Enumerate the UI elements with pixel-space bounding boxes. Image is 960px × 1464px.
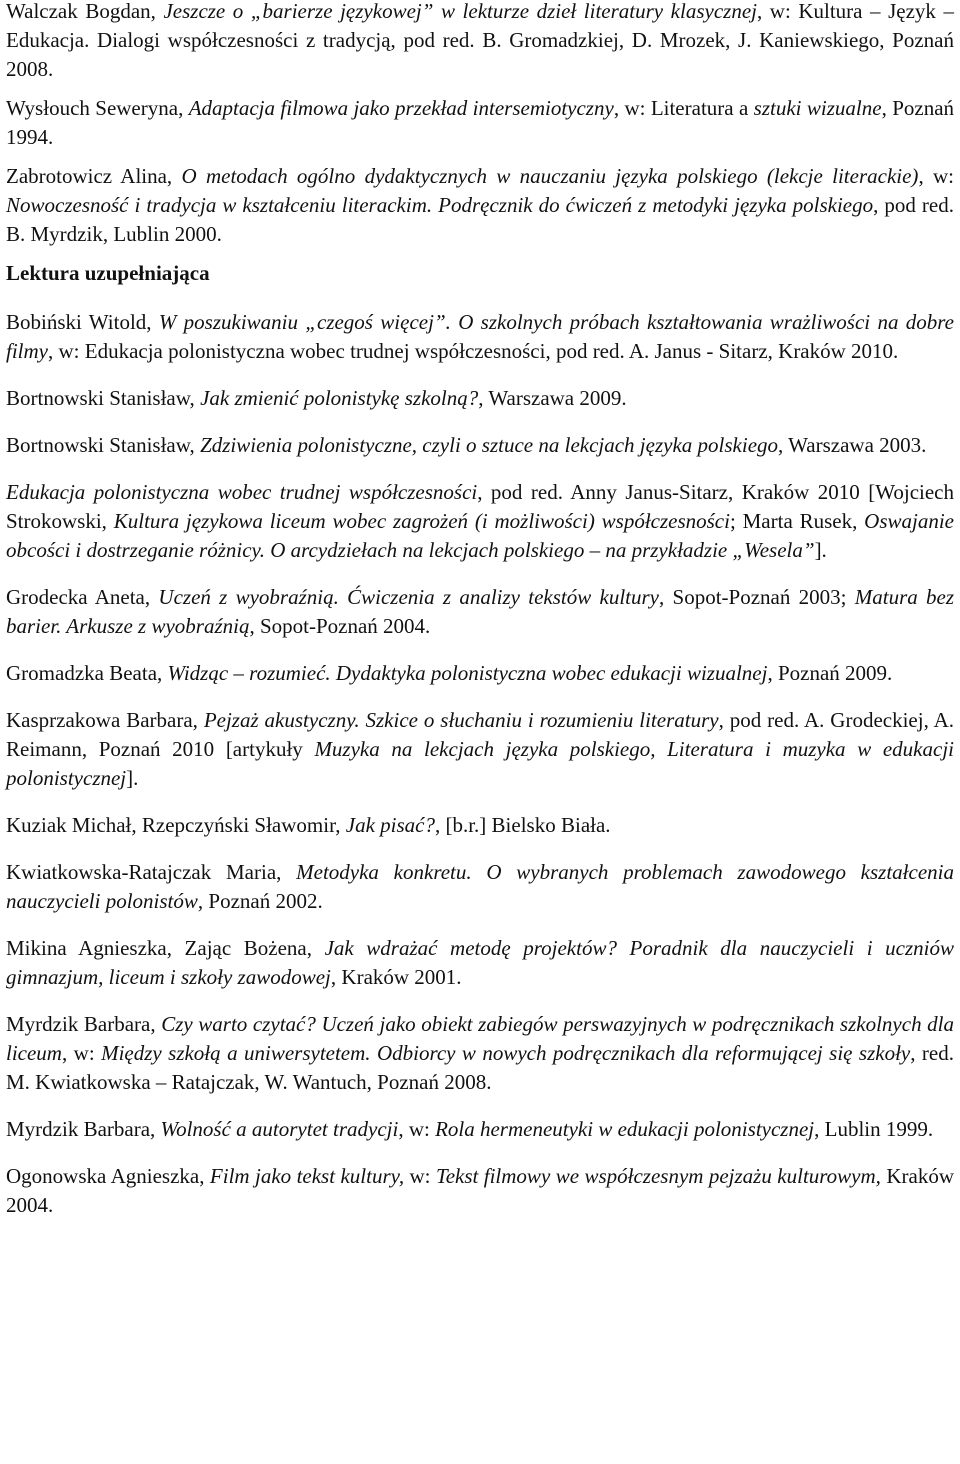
bibliography-entry-wyslouch [6,94,954,152]
entry-text: Bortnowski Stanisław, [6,386,201,410]
entry-text: , Poznań 2002. [197,889,323,913]
bibliography-entry-bobinski [6,308,954,366]
entry-text: Kuziak Michał, Rzepczyński Sławomir, [6,813,346,837]
entry-text: Gromadzka Beata, [6,661,168,685]
bibliography-entry-walczak [6,0,954,84]
entry-text: Grodecka Aneta, [6,585,159,609]
entry-text: Myrdzik Barbara, [6,1117,161,1141]
italic-title: Film jako tekst kultury, [209,1164,405,1188]
bibliography-list [6,0,954,249]
entry-text: Walczak Bogdan, [6,0,164,23]
bibliography-entry-kasprzakowa [6,706,954,793]
entry-text: , pod red. A. Grodeckiej, A. Reimann, Poznań 2010 [artykuły [6,708,954,761]
italic-title: Czy warto czytać? Uczeń jako obiekt zabiegów perswazyjnych w podręcznikach szkolnych dla liceum [6,1012,954,1065]
italic-title: Widząc – rozumieć. Dydaktyka polonistyczna wobec edukacji wizualnej [167,661,768,685]
entry-text: , Sopot-Poznań 2004. [249,614,431,638]
entry-text: Kraków 2004. [6,1164,954,1217]
entry-text: ]. [126,766,139,790]
italic-title: Pejzaż akustyczny. Szkice o słuchaniu i rozumieniu literatury [203,708,719,732]
italic-title: Tekst filmowy we współczesnym pejzażu kulturowym, [435,1164,881,1188]
italic-title: Edukacja polonistyczna wobec trudnej współczesności [6,480,478,504]
italic-title: Kultura językowa liceum wobec zagrożeń (i możliwości) współczesności [113,509,730,533]
italic-title: Muzyka na lekcjach języka polskiego, Literatura i muzyka w edukacji polonistycznej [6,737,954,790]
italic-title: sztuki wizualne [753,96,882,120]
italic-title: W poszukiwaniu „czegoś więcej”. O szkolnych próbach kształtowania wrażliwości na dobre filmy [6,310,954,363]
entry-text: ]. [814,538,827,562]
entry-text: Bobiński Witold, [6,310,159,334]
bibliography-entry-ogonowska [6,1162,954,1220]
entry-text: , pod red. Anny Janus-Sitarz, Kraków 2010 [Wojciech Strokowski, [6,480,954,533]
entry-text: , Poznań 1994. [6,96,955,149]
entry-text: Kasprzakowa Barbara, [6,708,204,732]
entry-text: , Warszawa 2003. [778,433,927,457]
italic-title: Jak pisać? [345,813,435,837]
entry-text: , pod red. B. Myrdzik, Lublin 2000. [6,193,954,246]
entry-text: , w: Edukacja polonistyczna wobec trudnej współczesności, pod red. A. Janus - Sitarz, Kraków 2010. [48,339,899,363]
bibliography-entry-grodecka [6,583,954,641]
entry-text: Myrdzik Barbara, [6,1012,162,1036]
entry-text: Bortnowski Stanisław, [6,433,201,457]
bibliography-entry-gromadzka [6,659,954,688]
entry-text: , w: Literatura a [613,96,754,120]
bibliography-entry-myrdzik1 [6,1010,954,1097]
italic-title: Wolność a autorytet tradycji [160,1117,399,1141]
italic-title: Adaptacja filmowa jako przekład intersemiotyczny [188,96,614,120]
entry-text: , w: [398,1117,436,1141]
entry-text: , Lublin 1999. [814,1117,934,1141]
supplementary-reading-list [6,308,954,1220]
italic-title: Nowoczesność i tradycja w kształceniu literackim. Podręcznik do ćwiczeń z metodyki języka polskiego [6,193,874,217]
entry-text: ; Marta Rusek, [729,509,865,533]
entry-text: , Sopot-Poznań 2003; [659,585,855,609]
entry-text: Mikina Agnieszka, Zając Bożena, [6,936,325,960]
italic-title: Metodyka konkretu. O wybranych problemach zawodowego kształcenia nauczycieli polonistów [6,860,954,913]
entry-text: Kwiatkowska-Ratajczak Maria, [6,860,297,884]
bibliography-entry-bortnowski1 [6,384,954,413]
italic-title: Zdziwienia polonistyczne, czyli o sztuce na lekcjach języka polskiego [200,433,779,457]
bibliography-entry-kwiatkowska [6,858,954,916]
document-page [6,0,954,1238]
entry-text: Ogonowska Agnieszka, [6,1164,210,1188]
entry-text: , w: Kultura – Język – Edukacja. Dialogi współczesności z tradycją, pod red. B. Gromadzkiej, D. Mrozek, J. Kaniewskiego, Poznań 2008. [6,0,954,81]
entry-text: , w: [918,164,955,188]
bibliography-entry-kuziak [6,811,954,840]
italic-title: Rola hermeneutyki w edukacji polonistycznej [435,1117,815,1141]
entry-text: , Kraków 2001. [330,965,462,989]
bibliography-entry-edukacja [6,478,954,565]
entry-text: , Warszawa 2009. [478,386,627,410]
entry-text: , red. M. Kwiatkowska – Ratajczak, W. Wantuch, Poznań 2008. [6,1041,954,1094]
entry-text: Zabrotowicz Alina, [6,164,182,188]
italic-title: Oswajanie obcości i dostrzeganie różnicy. O arcydziełach na lekcjach polskiego – na przykładzie „Wesela” [6,509,954,562]
italic-title: Jeszcze o „barierze językowej” w lekturze dzieł literatury klasycznej [163,0,757,23]
entry-text: Wysłouch Seweryna, [6,96,189,120]
bibliography-entry-mikina [6,934,954,992]
italic-title: Jak wdrażać metodę projektów? Poradnik dla nauczycieli i uczniów gimnazjum, liceum i szkoły zawodowej [6,936,954,989]
bibliography-entry-myrdzik2 [6,1115,954,1144]
italic-title: Jak zmienić polonistykę szkolną? [200,386,479,410]
bibliography-entry-zabrotowicz [6,162,954,249]
entry-text: , [b.r.] Bielsko Biała. [434,813,611,837]
italic-title: Uczeń z wyobraźnią. Ćwiczenia z analizy tekstów kultury [158,585,660,609]
section-heading: Lektura uzupełniająca [6,261,210,285]
bibliography-entry-bortnowski2 [6,431,954,460]
entry-text: , w: [61,1041,102,1065]
entry-text: , Poznań 2009. [767,661,893,685]
entry-text: w: [404,1164,436,1188]
italic-title: Matura bez barier. Arkusze z wyobraźnią [6,585,955,638]
italic-title: O metodach ogólno dydaktycznych w nauczaniu języka polskiego (lekcje literackie) [181,164,919,188]
italic-title: Między szkołą a uniwersytetem. Odbiorcy w nowych podręcznikach dla reformującej się szkoły [101,1041,911,1065]
